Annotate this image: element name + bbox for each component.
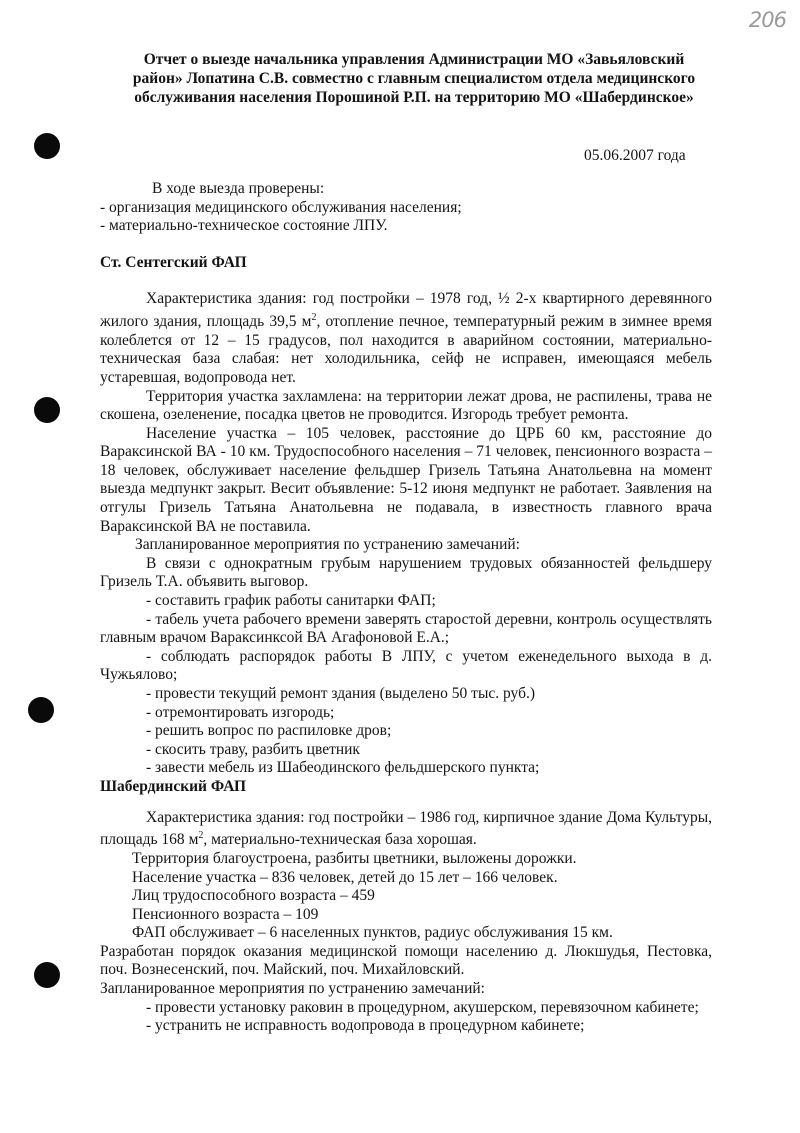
action-item: - составить график работы санитарки ФАП; <box>146 592 436 610</box>
document-title <box>118 50 710 107</box>
title-line: Отчет о выезде начальника управления Администрации МО «Завьяловский <box>143 51 685 68</box>
info-line: ФАП обслуживает – 6 населенных пунктов, радиус обслуживания 15 км. <box>132 924 613 942</box>
superscript-exponent: 2 <box>198 830 204 842</box>
action-item: - решить вопрос по распиловке дров; <box>146 722 392 740</box>
population-description: Население участка – 105 человек, расстояние до ЦРБ 60 км, расстояние до Вараксинской ВА - 10 км. Трудоспособного населения – 71 человек, пенсионного возраста – 18 человек, обслуживает население фельдшер Гризель Татьяна Анатольевна на момент выезда медпункт закрыт. Весит объявление: 5-12 июня медпункт не работает. Заявления на отгулы Гризель Татьяна Анатольевна не подавала, в известность главного врача Вараксинской ВА не поставила. <box>100 424 712 535</box>
reprimand-paragraph: В связи с однократным грубым нарушением трудовых обязанностей фельдшеру Гризель Т.А. объявить выговор. <box>100 554 712 591</box>
planned-measures-lead: Запланированное мероприятия по устранению замечаний: <box>135 536 520 554</box>
action-item: - отремонтировать изгородь; <box>146 703 335 721</box>
intro-item: - организация медицинского обслуживания населения; <box>100 198 462 216</box>
binder-hole-mark <box>34 133 60 159</box>
action-item: - устранить не исправность водопровода в процедурном кабинете; <box>146 1017 585 1035</box>
action-item: - провести установку раковин в процедурном, акушерском, перевязочном кабинете; <box>146 998 699 1016</box>
document-body <box>100 180 712 1036</box>
info-line: Пенсионного возраста – 109 <box>132 905 319 923</box>
action-item: - табель учета рабочего времени заверять старостой деревни, контроль осуществлять главным врачом Вараксинксой ВА Агафоновой Е.А.; <box>100 610 712 647</box>
title-line: район» Лопатина С.В. совместно с главным специалистом отдела медицинского <box>132 70 696 87</box>
action-item: - провести текущий ремонт здания (выделено 50 тыс. руб.) <box>146 685 535 702</box>
handwritten-page-number: 206 <box>748 8 786 32</box>
territory-description: Территория участка захламлена: на территории лежат дрова, не распилены, трава не скошена, озеленение, посадка цветов не проводится. Изгородь требует ремонта. <box>100 387 712 424</box>
building-description: Характеристика здания: год постройки – 1986 год, кирпичное здание Дома Культуры, площадь 168 $м^2$, материально-техническая база хорошая. <box>100 808 712 849</box>
info-line: Территория благоустроена, разбиты цветники, выложены дорожки. <box>132 849 577 867</box>
binder-hole-mark <box>34 962 60 988</box>
action-item: - завести мебель из Шабеодинского фельдшерского пункта; <box>146 759 540 777</box>
section-heading: Шабердинский ФАП <box>100 777 247 795</box>
section-heading: Ст. Сентегский ФАП <box>100 253 247 271</box>
action-item: - скосить траву, разбить цветник <box>146 740 360 758</box>
info-line: Население участка – 836 человек, детей до 15 лет – 166 человек. <box>132 868 558 886</box>
binder-hole-mark <box>28 697 54 723</box>
intro-lead: В ходе выезда проверены: <box>152 180 325 197</box>
info-line: Лиц трудоспособного возраста – 459 <box>132 887 375 905</box>
action-item: - соблюдать распорядок работы В ЛПУ, с учетом еженедельного выхода в д. Чужьялово; <box>100 647 712 684</box>
building-description: Характеристика здания: год постройки – 1978 год, ½ 2-х квартирного деревянного жилого здания, площадь 39,5 $м^2$, отопление печное, температурный режим в зимнее время колеблется от 12 – 15 градусов, пол находится в аварийном состоянии, материально-техническая база слабая: нет холодильника, сейф не исправен, имеющаяся мебель устаревшая, водопровода нет. <box>100 290 713 386</box>
superscript-exponent: 2 <box>311 311 317 323</box>
binder-hole-mark <box>34 397 60 423</box>
help-order-paragraph: Разработан порядок оказания медицинской помощи населению д. Люкшудья, Пестовка, поч. Вознесенский, поч. Майский, поч. Михайловский. <box>100 942 712 979</box>
title-line: обслуживания населения Порошиной Р.П. на территорию МО «Шабердинское» <box>134 89 694 106</box>
document-date: 05.06.2007 года <box>584 147 686 164</box>
planned-measures-lead: Запланированное мероприятия по устранению замечаний: <box>100 980 485 998</box>
intro-item: - материально-техническое состояние ЛПУ. <box>100 217 388 235</box>
